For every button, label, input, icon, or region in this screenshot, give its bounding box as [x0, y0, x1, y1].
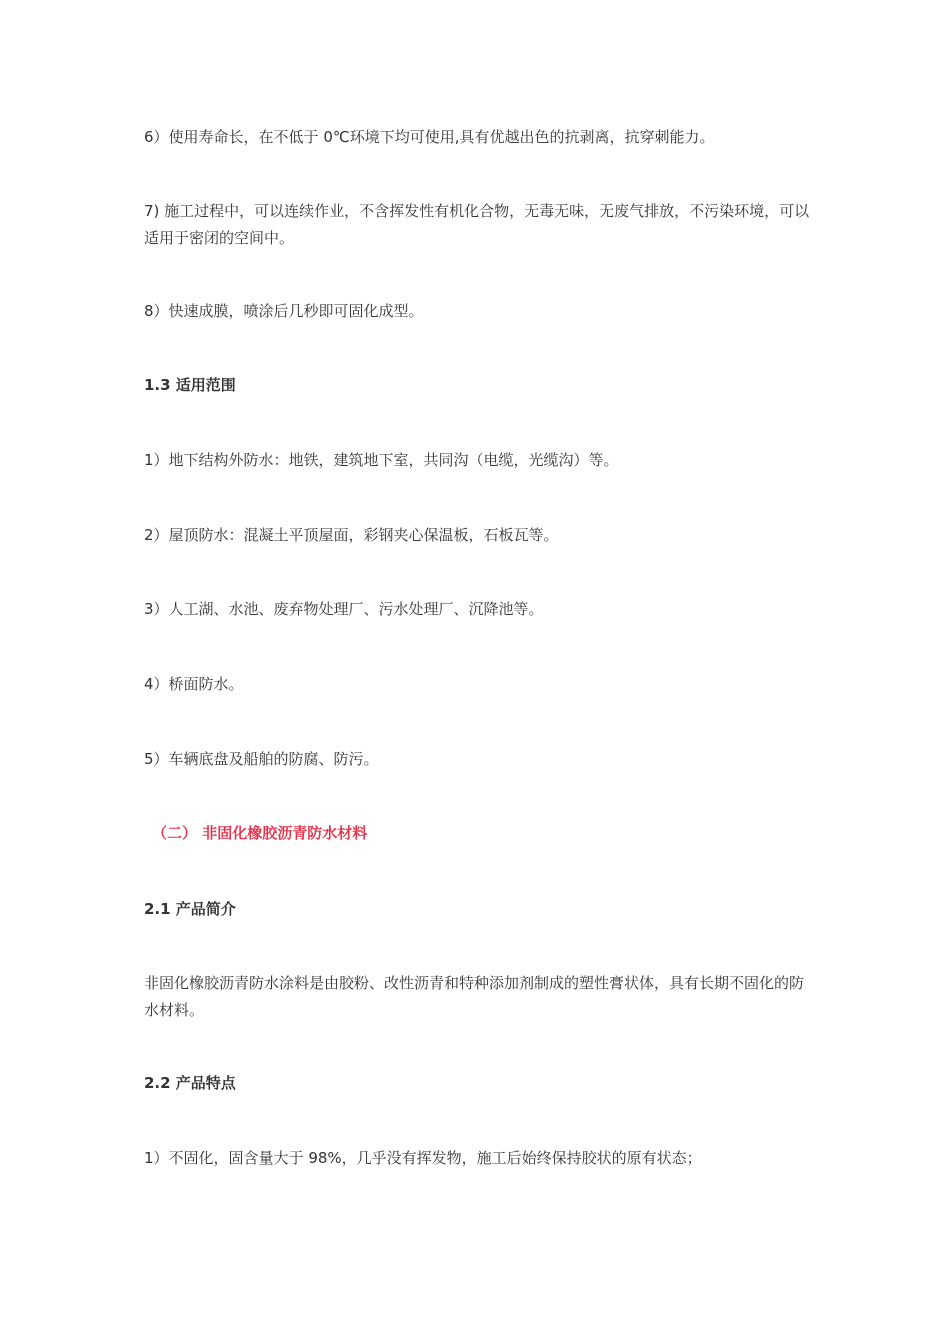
feature-item-8: 8）快速成膜，喷涂后几秒即可固化成型。 [144, 302, 424, 320]
heading-product-intro: 2.1 产品简介 [144, 900, 236, 918]
heading-product-features: 2.2 产品特点 [144, 1074, 236, 1092]
product-intro-text: 非固化橡胶沥青防水涂料是由胶粉、改性沥青和特种添加剂制成的塑性膏状体，具有长期不固化的防水材料。 [144, 974, 805, 1019]
scope-item-3: 3）人工湖、水池、废弃物处理厂、污水处理厂、沉降池等。 [144, 600, 544, 618]
scope-item-5: 5）车辆底盘及船舶的防腐、防污。 [144, 750, 379, 768]
scope-item-2: 2）屋顶防水：混凝土平顶屋面，彩钢夹心保温板，石板瓦等。 [144, 526, 559, 544]
section-title-non-curing: （二） 非固化橡胶沥青防水材料 [152, 824, 368, 842]
feature-item-7: 7) 施工过程中，可以连续作业，不含挥发性有机化合物，无毒无味，无废气排放，不污染环境，可以适用于密闭的空间中。 [144, 202, 810, 247]
feature-item-6: 6）使用寿命长，在不低于 0℃环境下均可使用,具有优越出色的抗剥离，抗穿刺能力。 [144, 128, 715, 146]
scope-item-4: 4）桥面防水。 [144, 675, 244, 693]
scope-item-1: 1）地下结构外防水：地铁，建筑地下室，共同沟（电缆，光缆沟）等。 [144, 451, 619, 469]
heading-scope: 1.3 适用范围 [144, 376, 236, 394]
product-feature-item-1: 1）不固化，固含量大于 98%，几乎没有挥发物，施工后始终保持胶状的原有状态； [144, 1149, 702, 1167]
